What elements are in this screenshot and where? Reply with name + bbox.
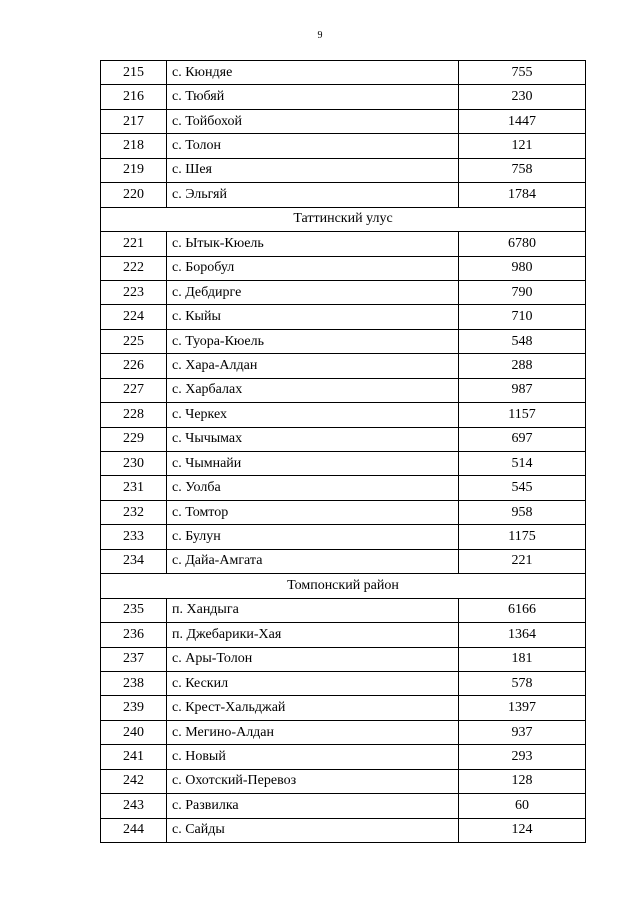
row-number-cell: 223 [101, 280, 167, 304]
population-value-cell: 1784 [459, 183, 586, 207]
row-number-cell: 230 [101, 452, 167, 476]
row-number-cell: 241 [101, 745, 167, 769]
settlement-name-cell: с. Харбалах [167, 378, 459, 402]
table-row [101, 598, 586, 622]
table-row [101, 671, 586, 695]
row-number-cell: 217 [101, 109, 167, 133]
row-number-cell: 243 [101, 794, 167, 818]
settlement-name-cell: с. Туора-Кюель [167, 329, 459, 353]
table-row [101, 549, 586, 573]
row-number-cell: 219 [101, 158, 167, 182]
row-number-cell: 231 [101, 476, 167, 500]
population-value-cell: 6166 [459, 598, 586, 622]
settlement-name-cell: с. Толон [167, 134, 459, 158]
settlement-name-cell: с. Шея [167, 158, 459, 182]
settlement-name-cell: п. Джебарики-Хая [167, 623, 459, 647]
settlement-name-cell: с. Кыйы [167, 305, 459, 329]
population-value-cell: 548 [459, 329, 586, 353]
table-row [101, 452, 586, 476]
row-number-cell: 238 [101, 671, 167, 695]
table-row [101, 818, 586, 842]
settlement-name-cell: п. Хандыга [167, 598, 459, 622]
settlement-name-cell: с. Дебдирге [167, 280, 459, 304]
settlement-name-cell: с. Кюндяе [167, 61, 459, 85]
row-number-cell: 235 [101, 598, 167, 622]
table-row [101, 500, 586, 524]
population-value-cell: 758 [459, 158, 586, 182]
row-number-cell: 222 [101, 256, 167, 280]
table-row [101, 354, 586, 378]
settlement-name-cell: с. Кескил [167, 671, 459, 695]
table-row [101, 525, 586, 549]
settlement-name-cell: с. Мегино-Алдан [167, 720, 459, 744]
population-value-cell: 697 [459, 427, 586, 451]
row-number-cell: 221 [101, 232, 167, 256]
settlement-name-cell: с. Тюбяй [167, 85, 459, 109]
table-row [101, 232, 586, 256]
table-row [101, 745, 586, 769]
settlement-name-cell: с. Черкех [167, 403, 459, 427]
settlement-name-cell: с. Развилка [167, 794, 459, 818]
row-number-cell: 237 [101, 647, 167, 671]
table-row [101, 403, 586, 427]
population-value-cell: 221 [459, 549, 586, 573]
page-number: 9 [317, 30, 323, 41]
row-number-cell: 242 [101, 769, 167, 793]
table-row [101, 720, 586, 744]
settlements-table-body [101, 61, 586, 843]
row-number-cell: 232 [101, 500, 167, 524]
settlement-name-cell: с. Новый [167, 745, 459, 769]
population-value-cell: 288 [459, 354, 586, 378]
settlement-name-cell: с. Тойбохой [167, 109, 459, 133]
row-number-cell: 226 [101, 354, 167, 378]
population-value-cell: 1447 [459, 109, 586, 133]
row-number-cell: 234 [101, 549, 167, 573]
row-number-cell: 220 [101, 183, 167, 207]
section-header-row [101, 207, 586, 231]
population-value-cell: 60 [459, 794, 586, 818]
table-row [101, 647, 586, 671]
table-row [101, 696, 586, 720]
settlement-name-cell: с. Ытык-Кюель [167, 232, 459, 256]
table-row [101, 134, 586, 158]
row-number-cell: 244 [101, 818, 167, 842]
population-value-cell: 545 [459, 476, 586, 500]
row-number-cell: 233 [101, 525, 167, 549]
row-number-cell: 218 [101, 134, 167, 158]
population-value-cell: 1175 [459, 525, 586, 549]
population-value-cell: 1364 [459, 623, 586, 647]
population-value-cell: 710 [459, 305, 586, 329]
table-row [101, 183, 586, 207]
table-row [101, 305, 586, 329]
population-value-cell: 937 [459, 720, 586, 744]
settlement-name-cell: с. Боробул [167, 256, 459, 280]
table-row [101, 256, 586, 280]
row-number-cell: 215 [101, 61, 167, 85]
table-row [101, 794, 586, 818]
settlement-name-cell: с. Булун [167, 525, 459, 549]
population-value-cell: 121 [459, 134, 586, 158]
table-row [101, 280, 586, 304]
settlement-name-cell: с. Уолба [167, 476, 459, 500]
settlement-name-cell: с. Эльгяй [167, 183, 459, 207]
table-row [101, 378, 586, 402]
settlement-name-cell: с. Дайа-Амгата [167, 549, 459, 573]
settlement-name-cell: с. Чымнайи [167, 452, 459, 476]
population-value-cell: 124 [459, 818, 586, 842]
population-value-cell: 230 [459, 85, 586, 109]
row-number-cell: 229 [101, 427, 167, 451]
settlement-name-cell: с. Крест-Хальджай [167, 696, 459, 720]
population-value-cell: 128 [459, 769, 586, 793]
population-value-cell: 1397 [459, 696, 586, 720]
settlement-name-cell: с. Ары-Толон [167, 647, 459, 671]
population-value-cell: 790 [459, 280, 586, 304]
table-row [101, 769, 586, 793]
table-row [101, 623, 586, 647]
table-row [101, 476, 586, 500]
table-row [101, 61, 586, 85]
settlement-name-cell: с. Сайды [167, 818, 459, 842]
settlement-name-cell: с. Хара-Алдан [167, 354, 459, 378]
population-value-cell: 578 [459, 671, 586, 695]
row-number-cell: 236 [101, 623, 167, 647]
population-value-cell: 958 [459, 500, 586, 524]
population-value-cell: 1157 [459, 403, 586, 427]
population-value-cell: 181 [459, 647, 586, 671]
population-value-cell: 514 [459, 452, 586, 476]
table-row [101, 329, 586, 353]
table-row [101, 85, 586, 109]
population-value-cell: 755 [459, 61, 586, 85]
row-number-cell: 240 [101, 720, 167, 744]
settlements-table [100, 60, 586, 843]
section-header-row [101, 574, 586, 598]
row-number-cell: 224 [101, 305, 167, 329]
section-title: Таттинский улус [101, 207, 586, 231]
row-number-cell: 227 [101, 378, 167, 402]
row-number-cell: 216 [101, 85, 167, 109]
row-number-cell: 228 [101, 403, 167, 427]
row-number-cell: 239 [101, 696, 167, 720]
table-row [101, 109, 586, 133]
row-number-cell: 225 [101, 329, 167, 353]
section-title: Томпонский район [101, 574, 586, 598]
table-row [101, 427, 586, 451]
settlement-name-cell: с. Охотский-Перевоз [167, 769, 459, 793]
settlement-name-cell: с. Чычымах [167, 427, 459, 451]
population-value-cell: 6780 [459, 232, 586, 256]
population-value-cell: 987 [459, 378, 586, 402]
population-value-cell: 293 [459, 745, 586, 769]
settlement-name-cell: с. Томтор [167, 500, 459, 524]
population-value-cell: 980 [459, 256, 586, 280]
table-row [101, 158, 586, 182]
